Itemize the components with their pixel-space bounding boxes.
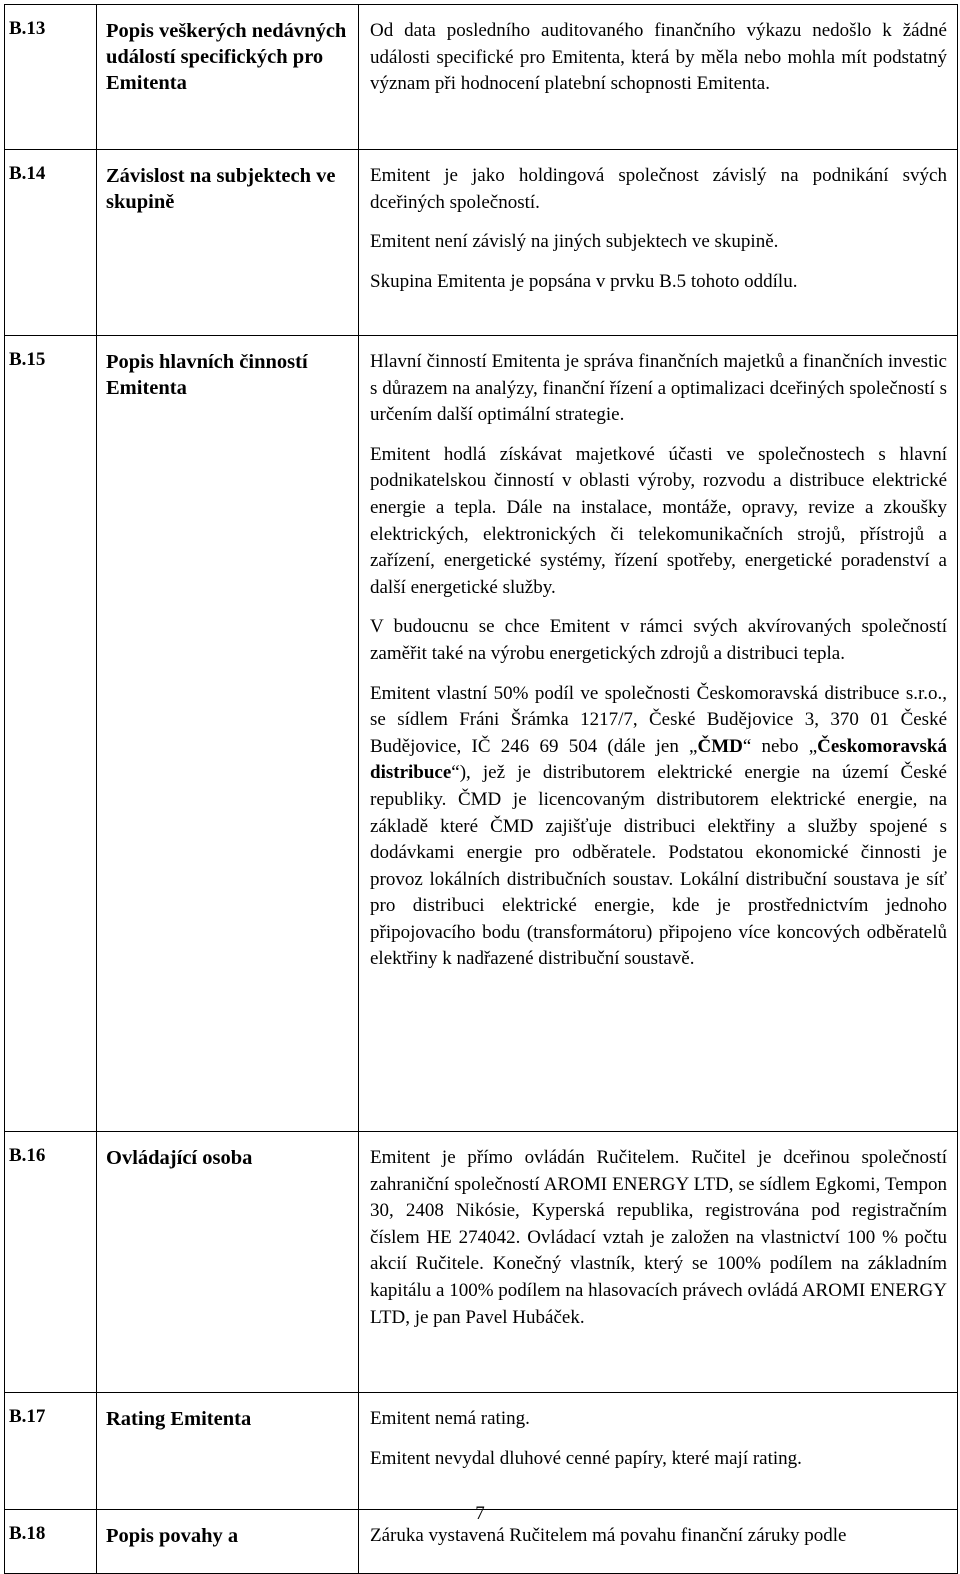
row-code: B.14 — [5, 150, 97, 336]
row-content — [359, 5, 958, 150]
row-code: B.18 — [5, 1510, 97, 1574]
paragraph: Hlavní činností Emitenta je správa finančních majetků a finančních investic s důrazem na analýzy, finanční řízení a optimalizaci dceřiných společností s určením další optimální strategie. — [370, 351, 947, 426]
cmd-text-part3: “), jež je distributorem elektrické energie na území České republiky. ČMD je licencovaným distributorem elektrické energie, na základě které ČMD zajišťuje distribuci elektřiny a služby spojené s dodávkami energie pro odběratele. Podstatou ekonomické činnosti je provoz lokálních distribučních soustav. Lokální distribuční soustava je síť pro distribuci elektrické energie, kde je prostřednictvím jednoho připojovacího bodu (transformátoru) připojeno více koncových odběratelů elektřiny k nadřazené distribuční soustavě. — [370, 762, 947, 970]
cmd-text-part1: Emitent vlastní 50% podíl ve společnosti Českomoravská distribuce s.r.o., se sídlem Fráni Šrámka 1217/7, České Budějovice 3, 370 01 České Budějovice, IČ 246 69 504 (dále jen „ — [370, 682, 947, 757]
table-row-b14 — [5, 150, 958, 336]
row-content — [359, 336, 958, 1132]
table-row-b17 — [5, 1393, 958, 1510]
row-content — [359, 150, 958, 336]
row-code: B.13 — [5, 5, 97, 150]
row-heading: Rating Emitenta — [97, 1393, 359, 1510]
row-content — [359, 1393, 958, 1510]
paragraph: Emitent nemá rating. — [370, 1408, 530, 1429]
table-row-b16 — [5, 1132, 958, 1393]
paragraph: Emitent nevydal dluhové cenné papíry, které mají rating. — [370, 1447, 802, 1469]
row-code: B.15 — [5, 336, 97, 1132]
paragraph: Emitent není závislý na jiných subjektech ve skupině. — [370, 231, 779, 253]
row-heading: Závislost na subjektech ve skupině — [97, 150, 359, 336]
row-heading: Popis hlavních činností Emitenta — [97, 336, 359, 1132]
summary-table — [4, 4, 958, 1574]
cmd-abbreviation: ČMD — [697, 735, 743, 757]
paragraph: Emitent je přímo ovládán Ručitelem. Ručitel je dceřinou společností zahraniční společností AROMI ENERGY LTD, se sídlem Egkomi, Tempon 30, 2408 Nikósie, Kyperská republika, registrována pod registračním číslem HE 274042. Ovládací vztah je založen na vlastnictví 100 % počtu akcií Ručitele. Konečný vlastník, který se 100% podílem na základním kapitálu a 100% podílem na hlasovacích právech ovládá AROMI ENERGY LTD, je pan Pavel Hubáček. — [370, 1147, 947, 1328]
row-heading: Popis povahy a — [97, 1510, 359, 1574]
row-code: B.17 — [5, 1393, 97, 1510]
paragraph: Emitent hodlá získávat majetkové účasti ve společnostech s hlavní podnikatelskou činností v oblasti výroby, rozvodu a distribuce elektrické energie a tepla. Dále na instalace, montáže, opravy, revize a zkoušky elektrických, elektronických či telekomunikačních strojů, přístrojů a zařízení, energetické systémy, řízení spotřeby, energetické poradenství a další energetické služby. — [370, 443, 947, 598]
row-heading: Popis veškerých nedávných událostí specifických pro Emitenta — [97, 5, 359, 150]
page-number: 7 — [475, 1503, 485, 1524]
table-row-b15 — [5, 336, 958, 1132]
paragraph: Od data posledního auditovaného finančního výkazu nedošlo k žádné události specifické pro Emitenta, která by měla nebo mohla mít podstatný význam při hodnocení platební schopnosti Emitenta. — [370, 20, 947, 95]
paragraph: Emitent je jako holdingová společnost závislý na podnikání svých dceřiných společností. — [370, 165, 947, 213]
cmd-paragraph — [370, 681, 947, 974]
paragraph: Skupina Emitenta je popsána v prvku B.5 tohoto oddílu. — [370, 270, 798, 292]
row-code: B.16 — [5, 1132, 97, 1393]
cmd-text-part2: “ nebo „ — [742, 735, 818, 757]
table-row-b13 — [5, 5, 958, 150]
row-heading: Ovládající osoba — [97, 1132, 359, 1393]
cmd-full-name: Českomoravská distribuce — [370, 735, 947, 784]
paragraph: Záruka vystavená Ručitelem má povahu finanční záruky podle — [370, 1525, 847, 1546]
paragraph: V budoucnu se chce Emitent v rámci svých akvírovaných společností zaměřit také na výrobu energetických zdrojů a distribuci tepla. — [370, 616, 947, 664]
row-content — [359, 1132, 958, 1393]
